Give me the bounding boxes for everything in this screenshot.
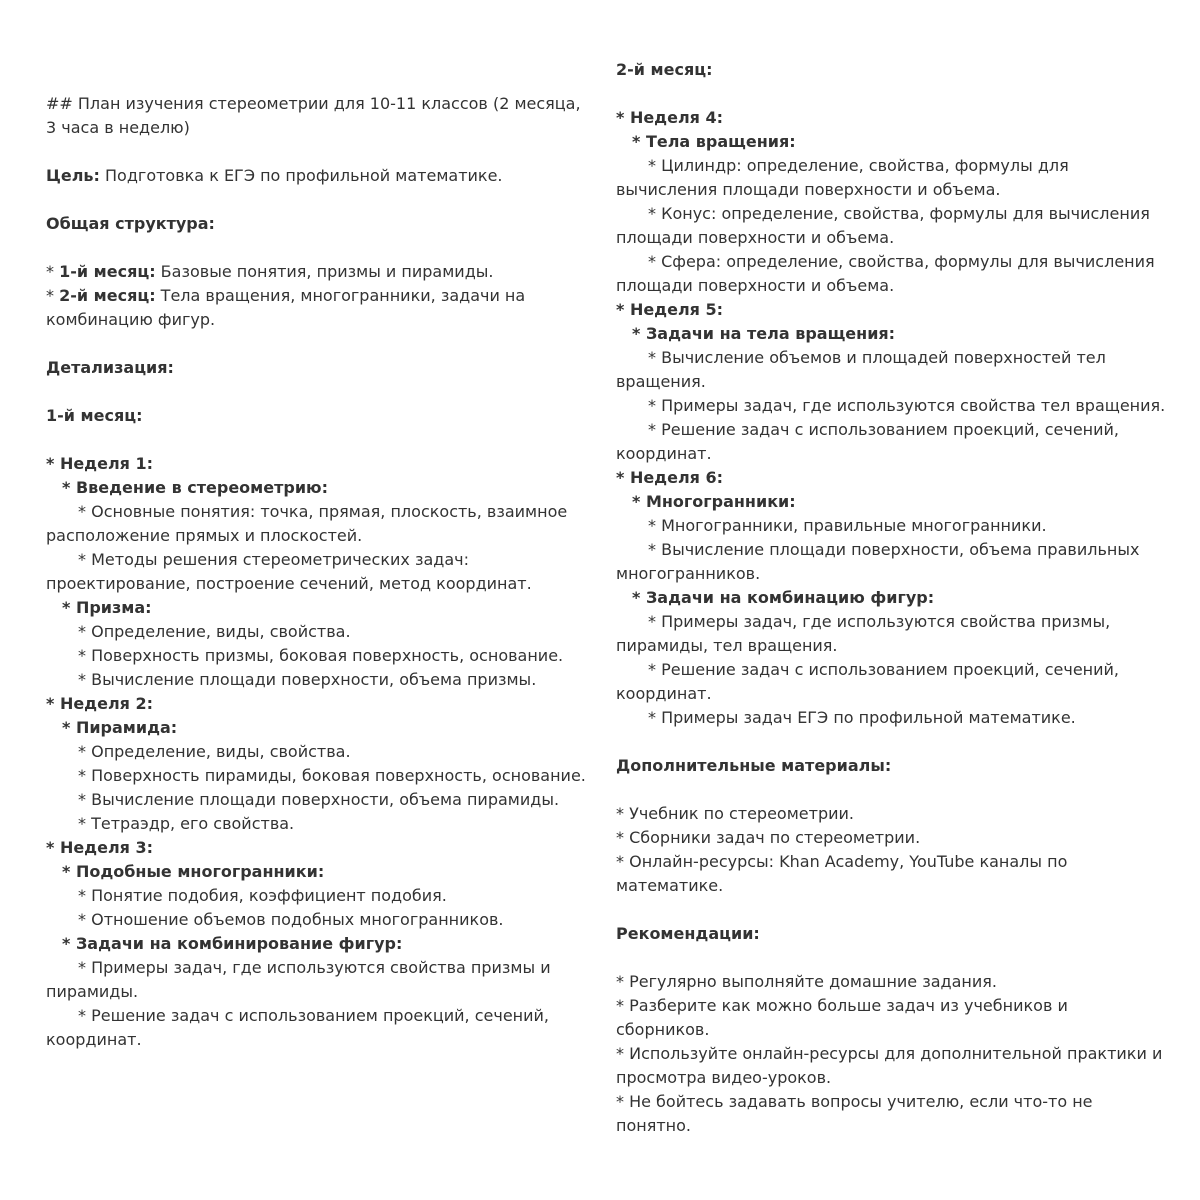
week3-topic1-label: * Подобные многогранники:	[62, 862, 325, 881]
week6-topic1-item: * Многогранники, правильные многогранники.	[648, 516, 1047, 535]
recommendation-item: * Регулярно выполняйте домашние задания.	[616, 972, 997, 991]
materials-item: * Онлайн-ресурсы: Khan Academy, YouTube каналы по математике.	[616, 852, 1073, 895]
week1-topic1-item: * Методы решения стереометрических задач: проектирование, построение сечений, метод координат.	[46, 550, 532, 593]
goal-text: Подготовка к ЕГЭ по профильной математике.	[99, 166, 503, 185]
week1-topic1-item: * Основные понятия: точка, прямая, плоскость, взаимное расположение прямых и плоскостей.	[46, 502, 573, 545]
week6-topic1-label: * Многогранники:	[632, 492, 796, 511]
week2-topic1-item: * Поверхность пирамиды, боковая поверхность, основание.	[78, 766, 586, 785]
week3-topic2-item: * Примеры задач, где используются свойства призмы и пирамиды.	[46, 958, 556, 1001]
week5-topic1-item: * Примеры задач, где используются свойства тел вращения.	[648, 396, 1166, 415]
week1-topic1-label: * Введение в стереометрию:	[62, 478, 328, 497]
week6-topic2-label: * Задачи на комбинацию фигур:	[632, 588, 935, 607]
materials-heading: Дополнительные материалы:	[616, 756, 892, 775]
week1-topic2-label: * Призма:	[62, 598, 152, 617]
week1-topic2-item: * Поверхность призмы, боковая поверхность, основание.	[78, 646, 564, 665]
month2-heading: 2-й месяц:	[616, 60, 713, 79]
structure-month1: * 1-й месяц: Базовые понятия, призмы и пирамиды.	[46, 262, 494, 281]
week4-topic1-item: * Цилиндр: определение, свойства, формулы для вычисления площади поверхности и объема.	[616, 156, 1074, 199]
structure-month2: * 2-й месяц: Тела вращения, многогранники, задачи на комбинацию фигур.	[46, 286, 531, 329]
week5-topic1-label: * Задачи на тела вращения:	[632, 324, 896, 343]
right-column	[616, 58, 1166, 1138]
week3-topic1-item: * Отношение объемов подобных многогранников.	[78, 910, 504, 929]
goal-line	[46, 164, 586, 188]
week6-topic2-item: * Решение задач с использованием проекций, сечений, координат.	[616, 660, 1125, 703]
left-column	[46, 92, 586, 1052]
week6-topic1-item: * Вычисление площади поверхности, объема правильных многогранников.	[616, 540, 1145, 583]
structure-heading: Общая структура:	[46, 214, 215, 233]
week2-topic1-item: * Тетраэдр, его свойства.	[78, 814, 295, 833]
week4-topic1-item: * Конус: определение, свойства, формулы для вычисления площади поверхности и объема.	[616, 204, 1155, 247]
materials-item: * Учебник по стереометрии.	[616, 804, 854, 823]
week5-topic1-item: * Решение задач с использованием проекций, сечений, координат.	[616, 420, 1125, 463]
week6-topic2-item: * Примеры задач, где используются свойства призмы, пирамиды, тел вращения.	[616, 612, 1116, 655]
week4-topic1-label: * Тела вращения:	[632, 132, 796, 151]
recommendation-item: * Разберите как можно больше задач из учебников и сборников.	[616, 996, 1073, 1039]
structure-month2-label: 2-й месяц:	[59, 286, 156, 305]
week3-topic1-item: * Понятие подобия, коэффициент подобия.	[78, 886, 447, 905]
recommendation-item: * Используйте онлайн-ресурсы для дополнительной практики и просмотра видео-уроков.	[616, 1044, 1168, 1087]
week4-label: * Неделя 4:	[616, 108, 724, 127]
materials-item: * Сборники задач по стереометрии.	[616, 828, 921, 847]
week3-topic2-item: * Решение задач с использованием проекций, сечений, координат.	[46, 1006, 555, 1049]
week4-topic1-item: * Сфера: определение, свойства, формулы для вычисления площади поверхности и объема.	[616, 252, 1160, 295]
goal-label: Цель:	[46, 166, 100, 185]
structure-month1-text: Базовые понятия, призмы и пирамиды.	[155, 262, 494, 281]
week3-label: * Неделя 3:	[46, 838, 154, 857]
week2-topic1-label: * Пирамида:	[62, 718, 178, 737]
recommendations-heading: Рекомендации:	[616, 924, 760, 943]
week6-label: * Неделя 6:	[616, 468, 724, 487]
week5-topic1-item: * Вычисление объемов и площадей поверхностей тел вращения.	[616, 348, 1111, 391]
week1-topic2-item: * Вычисление площади поверхности, объема призмы.	[78, 670, 537, 689]
week2-topic1-item: * Определение, виды, свойства.	[78, 742, 351, 761]
week5-label: * Неделя 5:	[616, 300, 724, 319]
detail-heading: Детализация:	[46, 358, 174, 377]
week2-topic1-item: * Вычисление площади поверхности, объема пирамиды.	[78, 790, 560, 809]
week1-label: * Неделя 1:	[46, 454, 154, 473]
week2-label: * Неделя 2:	[46, 694, 154, 713]
document-title: ## План изучения стереометрии для 10-11 классов (2 месяца, 3 часа в неделю)	[46, 94, 586, 137]
week1-topic2-item: * Определение, виды, свойства.	[78, 622, 351, 641]
structure-month1-label: 1-й месяц:	[59, 262, 156, 281]
structure-month2-text: Тела вращения, многогранники, задачи на комбинацию фигур.	[46, 286, 531, 329]
week3-topic2-label: * Задачи на комбинирование фигур:	[62, 934, 403, 953]
week6-topic2-item: * Примеры задач ЕГЭ по профильной математике.	[648, 708, 1076, 727]
recommendation-item: * Не бойтесь задавать вопросы учителю, если что-то не понятно.	[616, 1092, 1098, 1135]
month1-heading: 1-й месяц:	[46, 406, 143, 425]
